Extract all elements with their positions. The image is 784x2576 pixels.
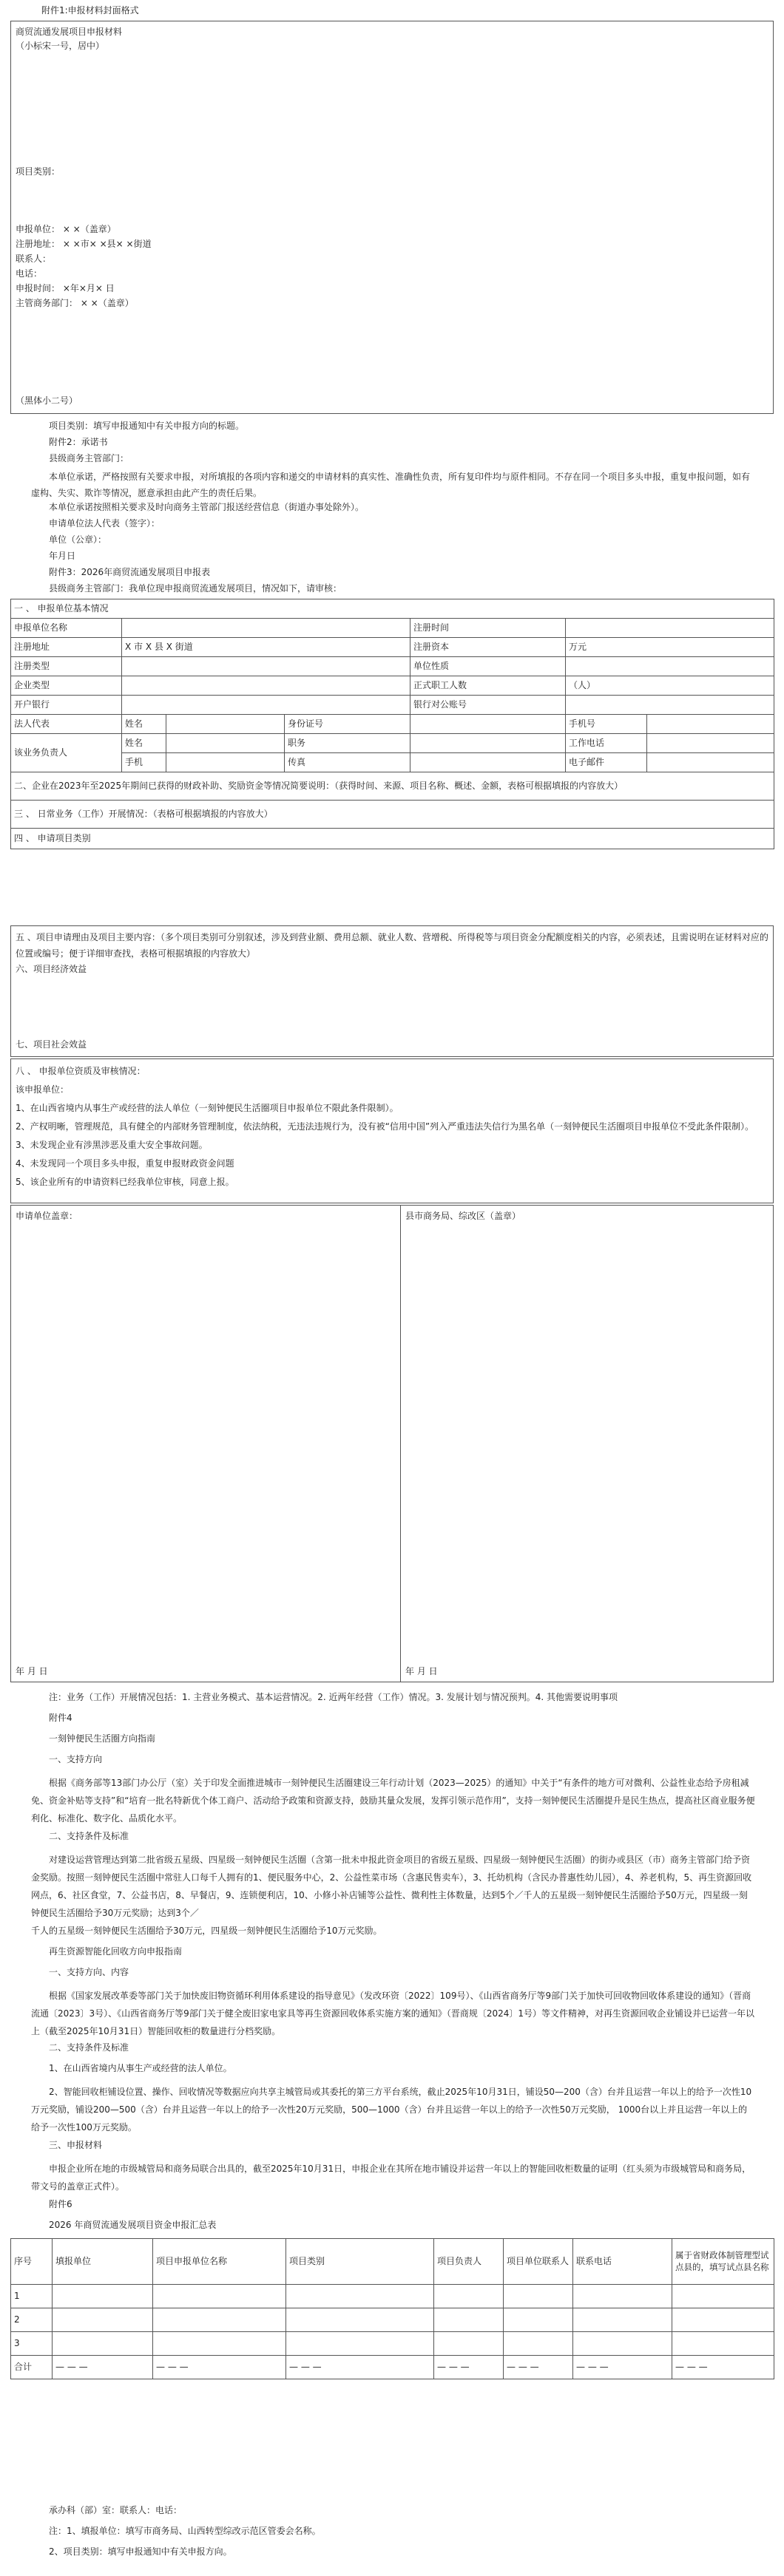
guide2-title: 再生资源智能化回收方向申报指南 xyxy=(49,1946,183,1957)
greeting: 县级商务主管部门： xyxy=(49,453,129,463)
table-row-cell[interactable] xyxy=(286,2332,434,2356)
cover-contact: 联系人： xyxy=(16,254,52,264)
table-row-cell[interactable] xyxy=(153,2308,286,2332)
value-office-phone[interactable] xyxy=(647,734,774,753)
table-row-cell[interactable] xyxy=(434,2308,504,2332)
business-note: 注：业务（工作）开展情况包括：1. 主营业务模式、基本运营情况。2. 近两年经营（工作）情况。3. 发展计划与情况预判。4. 其他需要说明事项 xyxy=(49,1692,618,1702)
label-lead-mobile: 手机 xyxy=(122,753,166,772)
guide1-p1: 根据《商务部等13部门办公厅（室）关于印发全面推进城市一刻钟便民生活圈建设三年行动计划（2023—2025）的通知》中关于“有条件的地方可对微利、公益性业态给予房租减免、资金补贴等支持”和“培育一批名特新优个体工商户、活动给予政策和资源支持，鼓励其量众发展，发挥引领示范作用”，支持一刻钟便民生活圈提升是民生热点，提高社区商业服务便利化、标准化、数字化、品质化水平。 xyxy=(31,1778,755,1824)
value-mobile[interactable] xyxy=(647,715,774,734)
cover-project-category: 项目类别： xyxy=(16,166,61,177)
cover-phone: 电话： xyxy=(16,268,43,279)
footer-note2: 2、项目类别：填写申报通知中有关申报方向。 xyxy=(49,2546,232,2557)
value-reg-type[interactable] xyxy=(122,657,410,676)
guide2-p1: 根据《国家发展改革委等部门关于加快废旧物资循环利用体系建设的指导意见》（发改环资〔2022〕109号）、《山西省商务厅等9部门关于加快可回收物回收体系建设的通知》（晋商流通〔2023〕3号）、《山西省商务厅等9部门关于健全废旧家电家具等再生资源回收体系实施方案的通知》（晋商规〔2024〕1号）等文件精神，对再生资源回收企业铺设并已运营一年以上（截至2025年10月31日）智能回收柜的数量进行分档奖励。 xyxy=(31,1991,754,2036)
cover-title: 商贸流通发展项目申报材料 xyxy=(16,27,123,37)
cover-applicant: 申报单位： × ×（盖章） xyxy=(16,224,116,234)
commit-3: 3、未发现企业有涉黑涉恶及重大安全事故问题。 xyxy=(16,1140,208,1150)
table-row-cell: 3 xyxy=(11,2332,53,2356)
pledge-date: 年月日 xyxy=(49,551,76,561)
th-index: 序号 xyxy=(11,2239,53,2285)
label-id-no: 身份证号 xyxy=(285,715,410,734)
table-row-cell: — — — xyxy=(573,2356,672,2379)
value-email[interactable] xyxy=(647,753,774,772)
cover-subtitle: （小标宋一号，居中） xyxy=(16,41,105,51)
th-contact: 项目单位联系人 xyxy=(504,2239,573,2285)
commit-1: 1、在山西省境内从事生产或经营的法人单位（一刻钟便民生活圈项目申报单位不限此条件限制）。 xyxy=(16,1103,399,1113)
value-fax[interactable] xyxy=(410,753,566,772)
guide2-p2b: 2、智能回收柜铺设位置、操作、回收情况等数据应向共享主城管局或其委托的第三方平台系统，截止2025年10月31日，铺设50—200（含）台并且运营一年以上的给予一次性10万元奖励，铺设200—500（含）台并且运营一年以上的给予一次性20万元奖励，500—1000（含）台并且运营一年以上的给予一次性50万元奖励， 1000台以上并且运营一年以上的给予一次性100万元奖励。 xyxy=(31,2087,752,2132)
table-row-cell[interactable] xyxy=(286,2308,434,2332)
unit-seal: 单位（公章）： xyxy=(49,534,107,545)
guide1-s1: 一、支持方向 xyxy=(49,1754,103,1764)
label-staff: 正式职工人数 xyxy=(410,676,566,696)
application-form-table xyxy=(10,599,774,849)
table-row-cell[interactable] xyxy=(53,2285,153,2308)
label-office-phone: 工作电话 xyxy=(566,734,647,753)
legal-rep-sign: 申请单位法人代表（签字）： xyxy=(49,518,160,529)
table-row-cell[interactable] xyxy=(434,2285,504,2308)
value-reg-addr[interactable]: X 市 X 县 X 街道 xyxy=(122,638,410,657)
summary-title: 2026 年商贸流通发展项目资金申报汇总表 xyxy=(49,2220,217,2230)
value-reg-capital[interactable]: 万元 xyxy=(566,638,774,657)
cover-font-note: （黑体小二号） xyxy=(16,395,78,406)
value-applicant-name[interactable] xyxy=(122,619,410,638)
greeting2: 县级商务主管部门：我单位现申报商贸流通发展项目，情况如下，请审核： xyxy=(49,583,342,594)
commit-2: 2、产权明晰，管理规范，具有健全的内部财务管理制度，依法纳税，无违法违规行为，没有被“信用中国”列入严重违法失信行为黑名单（一刻钟便民生活圈项目申报单位不受此条件限制）。 xyxy=(16,1121,754,1132)
sec5-text: 五 、项目申请理由及项目主要内容：（多个项目类别可分别叙述，涉及到营业额、费用总额、就业人数、营增税、所得税等与项目资金分配额度相关的内容，必须表述，且需说明在证材料对应的位置或编号；便于详细审查找，表格可根据填报的内容放大） xyxy=(16,932,768,959)
value-reg-time[interactable] xyxy=(566,619,774,638)
table-row-cell[interactable] xyxy=(153,2332,286,2356)
label-mobile: 手机号 xyxy=(566,715,647,734)
value-account[interactable] xyxy=(566,696,774,715)
table-row-cell: 2 xyxy=(11,2308,53,2332)
value-unit-nature[interactable] xyxy=(566,657,774,676)
th-lead: 项目负责人 xyxy=(434,2239,504,2285)
sec8-box xyxy=(10,1058,774,1203)
table-row-cell[interactable] xyxy=(573,2308,672,2332)
th-applicant: 项目申报单位名称 xyxy=(153,2239,286,2285)
table-row-cell[interactable] xyxy=(573,2285,672,2308)
table-row-cell[interactable] xyxy=(53,2308,153,2332)
guide1-p2: 对建设运营管理达到第二批省级五星级、四星级一刻钟便民生活圈（含第一批未申报此资金项目的省级五星级、四星级一刻钟便民生活圈）的街办或县区（市）商务主管部门给予资金奖励。按照一刻钟便民生活圈中常驻人口每千人拥有的1、便民服务中心，2、公益性菜市场（含惠民售卖车），3、托幼机构（含民办普惠性幼儿园），4、养老机构，5、再生资源回收网点，6、社区食堂，7、公益书店，8、早餐店，9、连锁便利店，10、小修小补店铺等公益性、微利性主体数量，达到5个／千人的五星级一刻钟便民生活圈给予50万元，四星级一刻钟便民生活圈给予30万元奖励；达到3个／ xyxy=(31,1855,752,1918)
value-staff[interactable]: （人） xyxy=(566,676,774,696)
label-email: 电子邮件 xyxy=(566,753,647,772)
label-fax: 传真 xyxy=(285,753,410,772)
sec7-text: 七、项目社会效益 xyxy=(16,1039,87,1050)
table-row-cell: — — — xyxy=(286,2356,434,2379)
label-applicant-name: 申报单位名称 xyxy=(11,619,122,638)
sec1-header: 一 、 申报单位基本情况 xyxy=(11,599,774,619)
guide2-p3: 申报企业所在地的市级城管局和商务局联合出具的，截至2025年10月31日，申报企业在其所在地市铺设并运营一年以上的智能回收柜数量的证明（红头须为市级城管局和商务局，带文号的盖章正式件）。 xyxy=(31,2164,751,2192)
att4-heading: 附件4 xyxy=(49,1713,72,1723)
label-bank: 开户银行 xyxy=(11,696,122,715)
table-row-cell: — — — xyxy=(504,2356,573,2379)
table-row-cell: — — — xyxy=(153,2356,286,2379)
label-ent-type: 企业类型 xyxy=(11,676,122,696)
guide2-s1: 一、支持方向、内容 xyxy=(49,1967,129,1977)
commit-5: 5、该企业所有的申请资料已经我单位审核，同意上报。 xyxy=(16,1177,234,1187)
table-row-cell: 1 xyxy=(11,2285,53,2308)
sec2-row[interactable]: 二、企业在2023年至2025年期间已获得的财政补助、奖励资金等情况简要说明：（获得时间、来源、项目名称、概述、金额，表格可根据填报的内容放大） xyxy=(11,772,774,801)
table-row-cell[interactable] xyxy=(573,2332,672,2356)
th-filler: 填报单位 xyxy=(53,2239,153,2285)
summary-table xyxy=(10,2238,774,2379)
seal-left-label: 申请单位盖章： xyxy=(16,1211,78,1221)
label-reg-addr: 注册地址 xyxy=(11,638,122,657)
label-lead-name: 姓名 xyxy=(122,734,166,753)
table-row-cell[interactable] xyxy=(504,2285,573,2308)
cover-address: 注册地址： × ×市× ×县× ×街道 xyxy=(16,239,152,249)
label-reg-type: 注册类型 xyxy=(11,657,122,676)
table-row-cell[interactable] xyxy=(434,2332,504,2356)
att2-heading: 附件2：承诺书 xyxy=(49,437,108,447)
table-row-cell: 合计 xyxy=(11,2356,53,2379)
cover-box xyxy=(10,21,774,414)
th-category: 项目类别 xyxy=(286,2239,434,2285)
value-lead-mobile[interactable] xyxy=(166,753,285,772)
seal-left-box[interactable] xyxy=(10,1205,401,1682)
footer-note1: 注：1、填报单位：填写市商务局、山西转型综改示范区管委会名称。 xyxy=(49,2526,321,2536)
table-row-cell: — — — xyxy=(672,2356,774,2379)
sec4-row[interactable]: 四 、 申请项目类别 xyxy=(11,829,774,849)
value-ent-type[interactable] xyxy=(122,676,410,696)
label-legal-rep: 法人代表 xyxy=(11,715,122,734)
value-position[interactable] xyxy=(410,734,566,753)
seal-left-date: 年 月 日 xyxy=(16,1666,48,1676)
att3-heading: 附件3：2026年商贸流通发展项目申报表 xyxy=(49,567,211,577)
label-legal-name: 姓名 xyxy=(122,715,166,734)
th-pilot-county: 属于省财政体制管理型试点县的，填写试点县名称 xyxy=(672,2239,774,2285)
table-row-cell: — — — xyxy=(434,2356,504,2379)
guide2-s2: 二、支持条件及标准 xyxy=(49,2042,129,2053)
guide2-s3: 三、申报材料 xyxy=(49,2140,103,2150)
seal-right-date: 年 月 日 xyxy=(405,1666,438,1676)
value-lead-name[interactable] xyxy=(166,734,285,753)
table-row-cell[interactable] xyxy=(504,2308,573,2332)
table-row-cell[interactable] xyxy=(672,2332,774,2356)
table-row-cell: — — — xyxy=(53,2356,153,2379)
footer-contact: 承办科（部）室：联系人：电话： xyxy=(49,2505,183,2515)
sec8-title: 八 、 申报单位资质及审核情况： xyxy=(16,1066,146,1076)
att1-heading: 附件1:申报材料封面格式 xyxy=(41,5,139,16)
label-position: 职务 xyxy=(285,734,410,753)
value-legal-name[interactable] xyxy=(166,715,285,734)
value-id-no[interactable] xyxy=(410,715,566,734)
table-row-cell[interactable] xyxy=(286,2285,434,2308)
guide1-p2b: 千人的五星级一刻钟便民生活圈给予30万元，四星级一刻钟便民生活圈给予10万元奖励。 xyxy=(31,1926,382,1936)
att6-heading: 附件6 xyxy=(49,2199,72,2209)
sec3-row[interactable]: 三 、 日常业务（工作）开展情况：（表格可根据填报的内容放大） xyxy=(11,801,774,829)
guide1-title: 一刻钟便民生活圈方向指南 xyxy=(49,1733,156,1744)
table-row-cell[interactable] xyxy=(504,2332,573,2356)
cover-date: 申报时间： ×年×月× 日 xyxy=(16,283,115,293)
th-phone: 联系电话 xyxy=(573,2239,672,2285)
seal-right-label: 县市商务局、综改区（盖章） xyxy=(405,1211,521,1221)
cover-dept: 主管商务部门： × ×（盖章） xyxy=(16,298,134,308)
pledge-para2: 本单位承诺按照相关要求及时向商务主管部门报送经营信息（街道办事处除外）。 xyxy=(49,502,365,512)
table-row-cell[interactable] xyxy=(672,2308,774,2332)
commit-title: 该申报单位： xyxy=(16,1084,70,1095)
label-reg-time: 注册时间 xyxy=(410,619,566,638)
label-project-lead: 该业务负责人 xyxy=(11,734,122,772)
sec5-box[interactable] xyxy=(10,925,774,1057)
table-row-cell[interactable] xyxy=(672,2285,774,2308)
pledge-para1: 本单位承诺，严格按照有关要求申报，对所填报的各项内容和递交的申请材料的真实性、准确性负责，所有复印件均与原件相同。不存在同一个项目多头申报，重复申报问题，如有虚构、失实、欺诈等情况，愿意承担由此产生的责任后果。 xyxy=(31,472,751,498)
seal-right-box[interactable] xyxy=(400,1205,774,1682)
commit-4: 4、未发现同一个项目多头申报，重复申报财政资金问题 xyxy=(16,1158,234,1169)
label-account: 银行对公账号 xyxy=(410,696,566,715)
table-row-cell[interactable] xyxy=(153,2285,286,2308)
guide2-p2a: 1、在山西省境内从事生产或经营的法人单位。 xyxy=(49,2063,232,2073)
value-bank[interactable] xyxy=(122,696,410,715)
table-row-cell[interactable] xyxy=(53,2332,153,2356)
guide1-s2: 二、支持条件及标准 xyxy=(49,1831,129,1841)
sec6-text: 六、项目经济效益 xyxy=(16,964,87,974)
category-note: 项目类别：填写申报通知中有关申报方向的标题。 xyxy=(49,421,245,431)
label-unit-nature: 单位性质 xyxy=(410,657,566,676)
label-reg-capital: 注册资本 xyxy=(410,638,566,657)
